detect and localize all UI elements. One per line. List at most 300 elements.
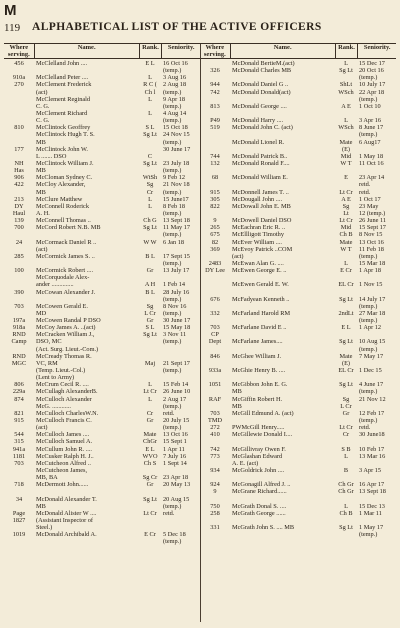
seniority-cell: (temp.): [163, 88, 182, 96]
rank-cell: (E): [341, 145, 351, 153]
officer-row: [4, 410, 200, 417]
seniority-cell: (temp.): [359, 95, 378, 103]
officer-row: [4, 103, 200, 110]
officer-name-cell: McCord Robert N.B. MB: [36, 224, 101, 232]
officer-row: [4, 239, 200, 246]
rank-cell: L: [344, 452, 348, 460]
rank-cell: E L: [145, 60, 155, 67]
rank-cell: [139, 210, 161, 217]
officer-name-cell: C. G.: [36, 117, 50, 125]
officer-name-cell: [34, 67, 139, 74]
officer-row: [200, 289, 396, 296]
where-serving-cell: 810: [14, 124, 24, 132]
where-serving-cell: [200, 346, 230, 353]
where-serving-cell: 874: [14, 395, 24, 403]
seniority-cell: 13 Oct 16: [163, 431, 188, 439]
rank-cell: [139, 353, 161, 360]
where-serving-cell: [4, 117, 34, 124]
officer-name-cell: [230, 346, 335, 353]
seniority-cell: [357, 496, 396, 503]
where-serving-cell: [200, 303, 230, 310]
where-serving-cell: 821: [14, 409, 24, 417]
officer-name-cell: Steel.): [36, 524, 53, 532]
officer-name-cell: C. G.: [36, 102, 50, 110]
where-serving-cell: 822: [210, 202, 220, 210]
where-serving-cell: 331: [210, 524, 220, 532]
officer-name-cell: McGibbon John E. G.: [232, 381, 288, 389]
officer-list: [4, 60, 396, 622]
officer-name-cell: McCorquodale Alex-: [36, 274, 90, 282]
seniority-cell: 22 Apr 18: [359, 88, 385, 96]
seniority-cell: 5 Dec 18: [163, 531, 186, 539]
officer-name-cell: McConnell Roderick: [36, 202, 89, 210]
seniority-cell: (temp.): [163, 231, 182, 239]
officer-name-cell: [34, 538, 139, 545]
where-serving-cell: 1019: [12, 531, 26, 539]
where-serving-cell: 703: [210, 409, 220, 417]
where-serving-cell: 68: [211, 174, 219, 182]
officer-row: [4, 189, 200, 196]
officer-row: [4, 124, 200, 131]
officer-row: [200, 317, 396, 324]
officer-name-cell: McDonald Harry ....: [232, 117, 284, 125]
where-serving-cell: 139: [14, 217, 24, 225]
officer-row: [200, 67, 396, 74]
where-serving-cell: [4, 231, 34, 238]
rank-cell: [139, 260, 161, 267]
officer-name-cell: McG. ............: [36, 402, 71, 410]
officer-row: [200, 381, 396, 388]
where-serving-cell: [4, 189, 34, 196]
officer-name-cell: McEwan Alan G. ....: [232, 259, 284, 267]
officer-name-cell: McCoy James A. ..(act): [36, 324, 96, 332]
officer-row: [200, 460, 396, 467]
seniority-cell: 1 May 17: [359, 524, 384, 532]
where-serving-cell: 315: [14, 438, 24, 446]
officer-name-cell: McGrath George ......: [232, 509, 286, 517]
seniority-cell: 6 Aug17: [359, 138, 381, 146]
officer-name-cell: McCulloch Francis C.: [36, 417, 92, 425]
officer-name-cell: McDonald John C. (act): [232, 124, 293, 132]
seniority-cell: 8 June 17: [359, 124, 384, 132]
where-serving-cell: 34: [15, 495, 23, 503]
rank-cell: 2ndLt: [338, 309, 354, 317]
officer-row: [200, 160, 396, 167]
officer-name-cell: McDonald Lionel R.: [232, 138, 285, 146]
seniority-cell: 1 Oct 17: [359, 195, 381, 203]
officer-row: [4, 274, 200, 281]
seniority-cell: [357, 403, 396, 410]
officer-name-cell: McEwen George E. ..: [232, 267, 287, 275]
seniority-cell: 15 Oct 18: [163, 124, 188, 132]
where-serving-cell: 332: [210, 309, 220, 317]
seniority-cell: 12 (temp.): [359, 209, 386, 217]
seniority-cell: [357, 374, 396, 381]
where-serving-cell: [200, 438, 230, 445]
seniority-cell: [161, 246, 200, 253]
officer-name-cell: McCloman Sydney C.: [36, 174, 93, 182]
officer-row: [4, 367, 200, 374]
where-serving-cell: CP: [211, 331, 219, 339]
officer-name-cell: McEvoy Patrick ..COM: [232, 245, 293, 253]
officer-row: [200, 189, 396, 196]
officer-name-cell: McGrath John S. .... MB: [232, 524, 295, 532]
officer-row: [4, 253, 200, 260]
rank-cell: Lt: [343, 209, 349, 217]
rank-cell: Sg Lt: [339, 524, 353, 532]
where-serving-cell: 326: [210, 67, 220, 75]
where-serving-cell: [200, 60, 230, 67]
officer-row: [200, 224, 396, 231]
seniority-cell: 8 Nov 15: [359, 231, 383, 239]
officer-name-cell: McClintock Geoffrey: [36, 124, 91, 132]
rank-cell: S B: [341, 445, 351, 453]
rank-cell: WSch: [338, 88, 354, 96]
rank-cell: L: [148, 95, 152, 103]
where-serving-cell: 750: [210, 502, 220, 510]
rank-cell: [335, 181, 357, 188]
header-where-serving: Where serving.: [200, 44, 231, 58]
rank-cell: Mate: [143, 431, 157, 439]
seniority-cell: 13 Sept 18: [163, 217, 190, 225]
rank-cell: [335, 331, 357, 338]
where-serving-cell: 177: [14, 145, 24, 153]
rank-cell: [335, 417, 357, 424]
seniority-cell: (temp.): [359, 317, 378, 325]
seniority-cell: 11 Feb 18: [359, 245, 384, 253]
rank-cell: Ch B: [339, 509, 353, 517]
where-serving-cell: [4, 488, 34, 495]
rank-cell: R C (: [143, 81, 157, 89]
rank-cell: Sg: [342, 395, 350, 403]
seniority-cell: 30 June18: [359, 431, 385, 439]
rank-cell: [139, 231, 161, 238]
rank-cell: Sg Lt: [339, 67, 353, 75]
seniority-cell: 1 Feb 14: [163, 281, 186, 289]
where-serving-cell: 718: [14, 481, 24, 489]
officer-row: [4, 381, 200, 388]
seniority-cell: 15 Feb 14: [163, 381, 189, 389]
officer-row: [200, 496, 396, 503]
rank-cell: Ch Gr: [338, 488, 354, 496]
seniority-cell: 24 Nov 15: [163, 131, 190, 139]
rank-cell: Lt Cr: [339, 217, 353, 225]
officer-row: [200, 81, 396, 88]
officer-name-cell: VC, RM: [36, 359, 58, 367]
seniority-cell: 2 Aug 17: [163, 395, 187, 403]
rank-cell: Mid: [340, 152, 352, 160]
seniority-cell: 15 May 18: [163, 324, 191, 332]
officer-name-cell: [230, 274, 335, 281]
where-serving-cell: 675: [210, 231, 220, 239]
officer-name-cell: McClintock William J.: [36, 159, 94, 167]
rank-cell: [139, 338, 161, 345]
rank-cell: Cr: [342, 431, 350, 439]
seniority-cell: retd.: [163, 409, 175, 417]
seniority-cell: 13 Oct 16: [359, 238, 384, 246]
seniority-cell: 23 Apr 18: [163, 474, 189, 482]
officer-name-cell: McGrane Richard......: [232, 488, 287, 496]
seniority-cell: [161, 488, 200, 495]
officer-name-cell: McFarlane James....: [232, 338, 283, 346]
seniority-cell: (temp.): [359, 388, 378, 396]
where-serving-cell: [200, 281, 230, 288]
rank-cell: Ch B: [339, 231, 353, 239]
officer-row: [200, 296, 396, 303]
rank-cell: W W: [143, 238, 157, 246]
seniority-cell: [161, 467, 200, 474]
officer-name-cell: [230, 146, 335, 153]
seniority-cell: [161, 274, 200, 281]
officer-row: [4, 396, 200, 403]
officer-row: [200, 410, 396, 417]
where-serving-cell: 924: [210, 481, 220, 489]
officer-row: [4, 267, 200, 274]
rank-cell: B: [343, 467, 349, 475]
where-serving-cell: [4, 110, 34, 117]
seniority-cell: 15 Mar 18: [359, 259, 386, 267]
seniority-cell: (temp.): [163, 295, 182, 303]
seniority-cell: 20 Oct 16: [359, 67, 384, 75]
officer-row: [200, 60, 396, 67]
officer-row: [4, 167, 200, 174]
where-serving-cell: [200, 403, 230, 410]
officer-row: [4, 67, 200, 74]
where-serving-cell: [4, 89, 34, 96]
seniority-cell: 14 July 17: [359, 295, 386, 303]
officer-row: [200, 417, 396, 424]
where-serving-cell: [200, 110, 230, 117]
rank-cell: Gr: [342, 409, 350, 417]
where-serving-cell: [4, 274, 34, 281]
officer-name-cell: McCrum Cecil R. ....: [36, 381, 89, 389]
seniority-cell: 9 Apr 18: [163, 95, 186, 103]
rank-cell: Sg Lt: [143, 495, 157, 503]
where-serving-cell: 422: [14, 181, 24, 189]
rank-cell: L: [344, 60, 348, 67]
officer-name-cell: McClintock John W.: [36, 145, 88, 153]
officer-name-cell: [230, 96, 335, 103]
seniority-cell: (temp.): [163, 367, 182, 375]
where-serving-cell: TMD: [208, 417, 222, 425]
seniority-cell: 7 July 16: [163, 452, 187, 460]
seniority-cell: [161, 374, 200, 381]
seniority-cell: 3 Apr 15: [359, 467, 382, 475]
rank-cell: WtSh: [142, 174, 158, 182]
rank-cell: A E: [341, 102, 351, 110]
rank-cell: Lt Cr: [339, 424, 353, 432]
officer-row: [4, 196, 200, 203]
where-serving-cell: [4, 503, 34, 510]
rank-cell: [139, 538, 161, 545]
where-serving-cell: [200, 374, 230, 381]
officer-name-cell: McGill Edmund A. (act): [232, 409, 294, 417]
seniority-cell: 9 Feb 12: [163, 174, 186, 182]
rank-cell: L: [148, 202, 152, 210]
officer-name-cell: McConnell Thomas ..: [36, 217, 91, 225]
rank-cell: E Cr: [340, 267, 352, 275]
seniority-cell: 3 Aug 16: [163, 74, 187, 82]
where-serving-cell: [200, 181, 230, 188]
seniority-cell: (temp.): [163, 188, 182, 196]
officer-name-cell: McDonald Charles MB: [232, 67, 292, 75]
officer-name-cell: (Temp. Lieut.-Col.): [36, 367, 86, 375]
officer-name-cell: [230, 360, 335, 367]
seniority-cell: (temp.): [163, 209, 182, 217]
rank-cell: Maj: [144, 359, 156, 367]
seniority-cell: 15 Dec 13: [359, 502, 385, 510]
rank-cell: [335, 96, 357, 103]
officer-row: [4, 217, 200, 224]
officer-name-cell: McDonald Alexander T.: [36, 495, 97, 503]
seniority-cell: [357, 360, 396, 367]
where-serving-cell: 410: [210, 431, 220, 439]
where-serving-cell: 806: [14, 381, 24, 389]
where-serving-cell: [4, 153, 34, 160]
rank-cell: [335, 474, 357, 481]
officer-name-cell: (act): [232, 252, 244, 260]
where-serving-cell: RND: [12, 331, 26, 339]
where-serving-cell: P49: [210, 117, 220, 125]
officer-row: [4, 353, 200, 360]
officer-name-cell: McGrath Donal S. ....: [232, 502, 287, 510]
where-serving-cell: [200, 74, 230, 81]
officer-name-cell: (act): [36, 245, 48, 253]
rank-cell: Ch S: [143, 459, 157, 467]
rank-cell: E: [344, 174, 348, 182]
rank-cell: A H: [144, 281, 156, 289]
where-serving-cell: 1827: [12, 517, 26, 524]
officer-name-cell: [230, 303, 335, 310]
rank-cell: L Cr: [144, 309, 156, 317]
seniority-cell: (temp.): [163, 502, 182, 510]
rank-cell: [139, 103, 161, 110]
seniority-cell: [161, 524, 200, 531]
rank-cell: Gr: [146, 267, 154, 275]
seniority-cell: 16 Oct 16: [163, 60, 188, 67]
rank-cell: B L: [145, 252, 155, 260]
where-serving-cell: [4, 131, 34, 138]
rank-cell: [139, 296, 161, 303]
seniority-cell: [161, 517, 200, 524]
where-serving-cell: [4, 96, 34, 103]
where-serving-cell: 519: [210, 124, 220, 132]
seniority-cell: 21 Nov 12: [359, 395, 386, 403]
seniority-cell: [357, 146, 396, 153]
officer-name-cell: [34, 231, 139, 238]
officer-row: [200, 253, 396, 260]
officer-name-cell: McClure Matthew: [36, 195, 83, 203]
officer-name-cell: McDonald Donald(act): [232, 88, 291, 96]
officer-row: [200, 110, 396, 117]
rank-cell: [139, 374, 161, 381]
where-serving-cell: 544: [14, 431, 24, 439]
officer-row: [4, 310, 200, 317]
where-serving-cell: 918a: [12, 324, 26, 332]
header-name: Name.: [35, 44, 140, 58]
where-serving-cell: [200, 146, 230, 153]
officer-name-cell: McFarland Harold RM: [232, 309, 291, 317]
left-column-headers: [4, 44, 200, 58]
where-serving-cell: 285: [14, 252, 24, 260]
seniority-cell: 20 July 15: [163, 417, 190, 425]
rank-cell: A E: [341, 195, 351, 203]
officer-row: [4, 281, 200, 288]
rank-cell: [139, 503, 161, 510]
officer-row: [4, 424, 200, 431]
where-serving-cell: 270: [14, 81, 24, 89]
officer-row: [4, 460, 200, 467]
rank-cell: L: [148, 395, 152, 403]
where-serving-cell: [4, 367, 34, 374]
officer-row: [4, 174, 200, 181]
where-serving-cell: 676: [210, 295, 220, 303]
rank-cell: [139, 67, 161, 74]
seniority-cell: 6 Jan 18: [163, 238, 184, 246]
rank-cell: (E): [341, 359, 351, 367]
officer-row: [200, 346, 396, 353]
seniority-cell: 4 June 17: [359, 381, 384, 389]
seniority-cell: [357, 274, 396, 281]
rank-cell: B L: [145, 288, 155, 296]
where-serving-cell: 9: [213, 488, 217, 496]
officer-row: [4, 131, 200, 138]
officer-row: [200, 353, 396, 360]
where-serving-cell: 390: [14, 288, 24, 296]
seniority-cell: 1 Mar 11: [359, 509, 382, 517]
officer-row: [4, 117, 200, 124]
seniority-cell: 15 Dec 17: [359, 60, 385, 67]
officer-row: [200, 146, 396, 153]
seniority-cell: [161, 346, 200, 353]
officer-row: [200, 331, 396, 338]
seniority-cell: (temp.): [163, 67, 182, 75]
officer-name-cell: McCowan Alexander J.: [36, 288, 96, 296]
officer-name-cell: McGillivray Owen F.: [232, 445, 286, 453]
seniority-cell: (temp.): [359, 302, 378, 310]
rank-cell: [335, 274, 357, 281]
officer-row: [4, 246, 200, 253]
officer-name-cell: McDermott John......: [36, 481, 89, 489]
where-serving-cell: 910a: [12, 74, 26, 82]
officer-name-cell: MB, BA: [36, 474, 58, 482]
officer-row: [200, 267, 396, 274]
officer-name-cell: MB: [232, 388, 242, 396]
where-serving-cell: Page: [12, 509, 26, 517]
officer-row: [4, 374, 200, 381]
officer-row: [4, 81, 200, 88]
where-serving-cell: 915: [14, 417, 24, 425]
officer-row: [200, 217, 396, 224]
officer-row: [200, 488, 396, 495]
rank-cell: L: [344, 259, 348, 267]
officer-name-cell: McCready Thomas R.: [36, 352, 92, 360]
officer-name-cell: MB: [232, 402, 242, 410]
officer-name-cell: McGoldrick John ....: [232, 467, 285, 475]
seniority-cell: 10 Aug 15: [359, 338, 386, 346]
rank-cell: [335, 74, 357, 81]
where-serving-cell: [200, 253, 230, 260]
seniority-cell: 3 Nov 11: [163, 331, 187, 339]
where-serving-cell: [4, 139, 34, 146]
header-where-serving: Where serving.: [4, 44, 35, 58]
officer-row: [200, 374, 396, 381]
rank-cell: W T: [340, 245, 352, 253]
seniority-cell: (temp.): [359, 74, 378, 82]
officer-row: [200, 403, 396, 410]
where-serving-cell: [200, 96, 230, 103]
officer-name-cell: [230, 331, 335, 338]
